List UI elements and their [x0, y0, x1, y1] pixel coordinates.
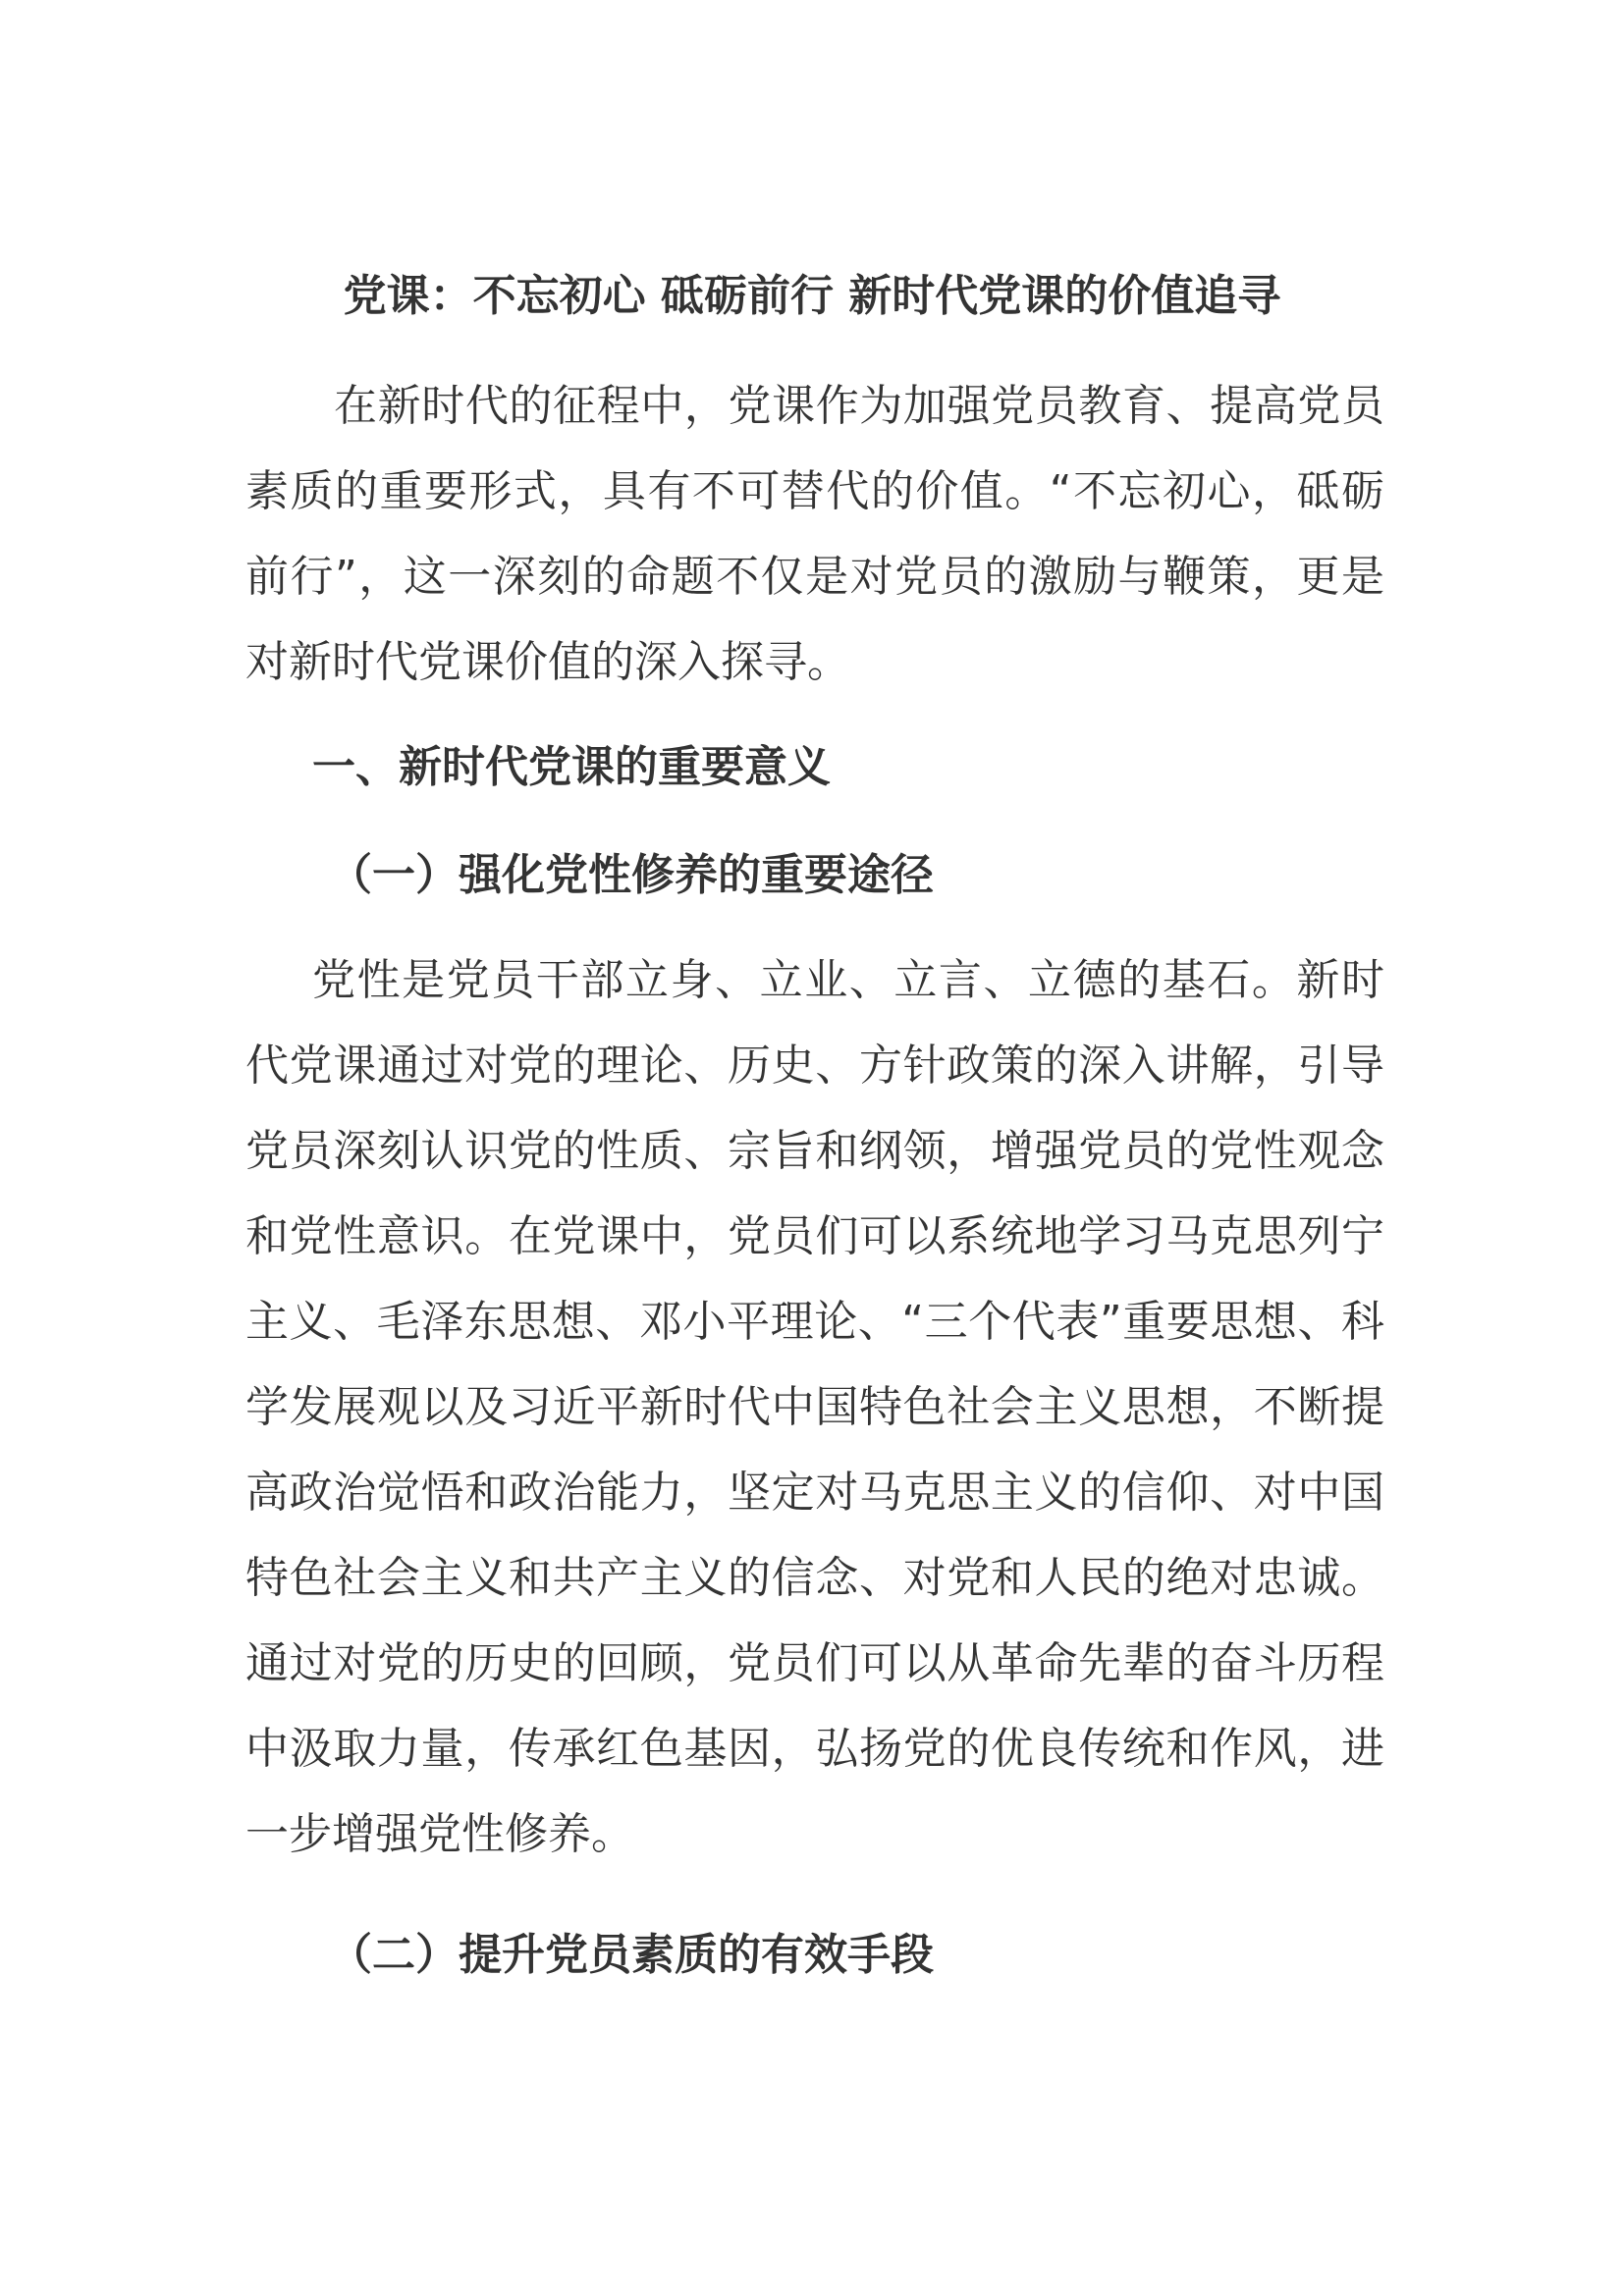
document-title: 党课：不忘初心 砥砺前行 新时代党课的价值追寻: [343, 271, 1281, 321]
subsection-1-paragraph: 党性是党员干部立身、立业、立言、立德的基石。新时代党课通过对党的理论、历史、方针政策的深入讲解，引导党员深刻认识党的性质、宗旨和纲领，增强党员的党性观念和党性意识。在党课中，党员们可以系统地学习马克思列宁主义、毛泽东思想、邓小平理论、“三个代表”重要思想、科学发展观以及习近平新时代中国特色社会主义思想，不断提高政治觉悟和政治能力，坚定对马克思主义的信仰、对中国特色社会主义和共产主义的信念、对党和人民的绝对忠诚。通过对党的历史的回顾，党员们可以从革命先辈的奋斗历程中汲取力量，传承红色基因，弘扬党的优良传统和作风，进一步增强党性修养。: [245, 955, 1384, 1859]
intro-paragraph: 在新时代的征程中，党课作为加强党员教育、提高党员素质的重要形式，具有不可替代的价值。“不忘初心，砥砺前行”，这一深刻的命题不仅是对党员的激励与鞭策，更是对新时代党课价值的深入探寻。: [245, 381, 1384, 687]
section-heading-1: 一、新时代党课的重要意义: [312, 742, 831, 792]
subsection-heading-2: （二）提升党员素质的有效手段: [329, 1930, 934, 1980]
subsection-heading-1: （一）强化党性修养的重要途径: [329, 850, 934, 900]
